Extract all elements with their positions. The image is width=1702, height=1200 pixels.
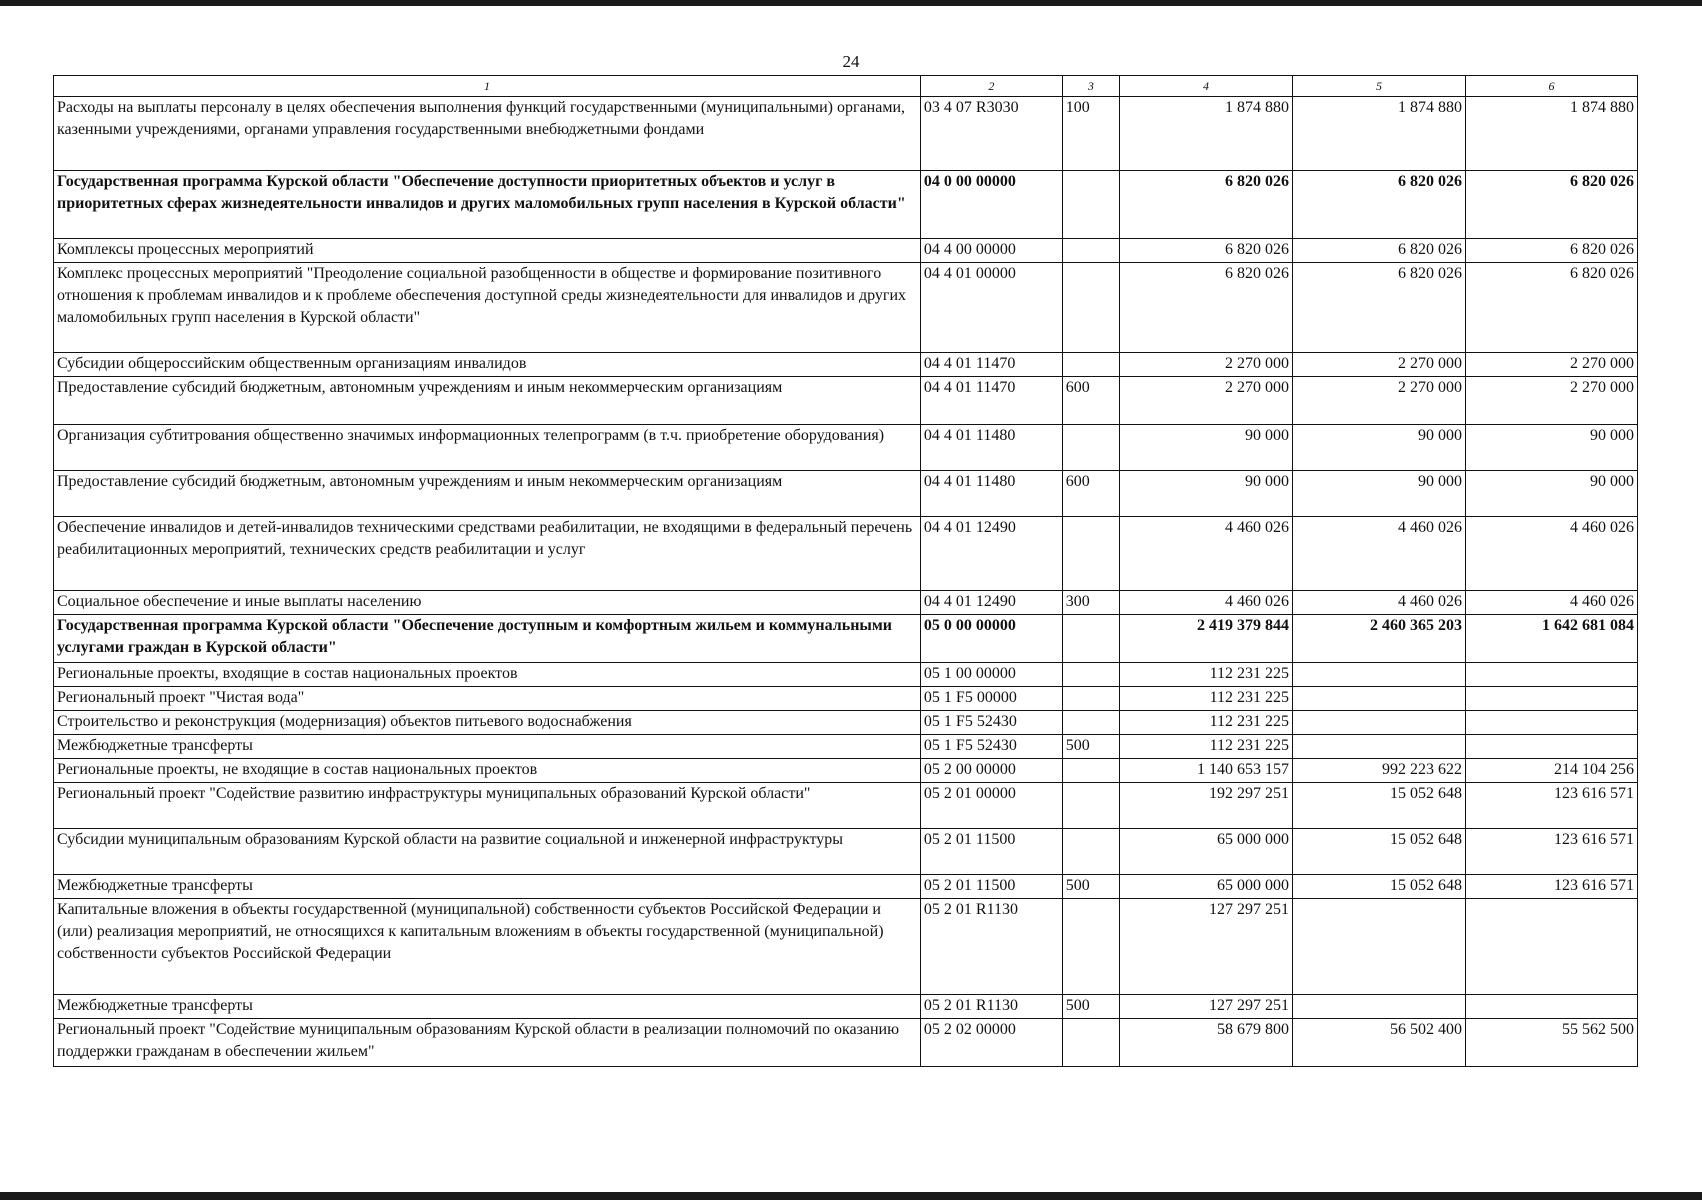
table-row: [54, 829, 1638, 875]
row-expense-type: [1062, 263, 1119, 353]
table-row: [54, 1019, 1638, 1067]
row-amount-col4: 90 000: [1120, 425, 1293, 471]
table-row: [54, 615, 1638, 663]
row-expense-type: 300: [1062, 591, 1119, 615]
row-amount-col4: 6 820 026: [1120, 239, 1293, 263]
budget-table: [53, 75, 1638, 1067]
row-amount-col6: 2 270 000: [1465, 353, 1637, 377]
row-expense-type: [1062, 663, 1119, 687]
row-expense-type: [1062, 171, 1119, 239]
table-row: [54, 517, 1638, 591]
row-expense-type: [1062, 711, 1119, 735]
row-code: 04 4 01 11480: [920, 471, 1062, 517]
row-name: Комплексы процессных мероприятий: [54, 239, 921, 263]
table-row: [54, 759, 1638, 783]
row-expense-type: [1062, 829, 1119, 875]
row-amount-col4: 127 297 251: [1120, 995, 1293, 1019]
row-amount-col6: [1465, 687, 1637, 711]
row-name: Предоставление субсидий бюджетным, автономным учреждениям и иным некоммерческим организациям: [54, 471, 921, 517]
row-amount-col6: [1465, 711, 1637, 735]
column-number-2: 2: [920, 76, 1062, 97]
row-code: 04 4 00 00000: [920, 239, 1062, 263]
row-expense-type: 500: [1062, 875, 1119, 899]
row-expense-type: 500: [1062, 735, 1119, 759]
column-number-5: 5: [1293, 76, 1466, 97]
column-number-6: 6: [1465, 76, 1637, 97]
page-number: 24: [842, 52, 860, 71]
row-amount-col5: [1293, 711, 1466, 735]
row-amount-col5: 992 223 622: [1293, 759, 1466, 783]
row-name: Субсидии общероссийским общественным организациям инвалидов: [54, 353, 921, 377]
row-amount-col4: 112 231 225: [1120, 711, 1293, 735]
row-code: 05 1 00 00000: [920, 663, 1062, 687]
row-expense-type: [1062, 425, 1119, 471]
row-amount-col4: 192 297 251: [1120, 783, 1293, 829]
row-amount-col6: 1 642 681 084: [1465, 615, 1637, 663]
row-amount-col5: 6 820 026: [1293, 263, 1466, 353]
row-amount-col5: [1293, 687, 1466, 711]
row-amount-col6: 214 104 256: [1465, 759, 1637, 783]
row-amount-col4: 127 297 251: [1120, 899, 1293, 995]
row-amount-col6: 6 820 026: [1465, 263, 1637, 353]
row-amount-col4: 2 419 379 844: [1120, 615, 1293, 663]
row-name: Организация субтитрования общественно значимых информационных телепрограмм (в т.ч. приобретение оборудования): [54, 425, 921, 471]
row-amount-col6: 6 820 026: [1465, 239, 1637, 263]
row-amount-col4: 112 231 225: [1120, 687, 1293, 711]
row-name: Региональные проекты, входящие в состав национальных проектов: [54, 663, 921, 687]
row-name: Социальное обеспечение и иные выплаты населению: [54, 591, 921, 615]
row-amount-col5: 90 000: [1293, 471, 1466, 517]
row-name: Комплекс процессных мероприятий "Преодоление социальной разобщенности в обществе и формирование позитивного отношения к проблемам инвалидов и к проблеме обеспечения доступной среды жизнедеятельности для инвалидов и других маломобильных групп населения в Курской области": [54, 263, 921, 353]
row-code: 04 4 01 12490: [920, 591, 1062, 615]
row-code: 05 2 00 00000: [920, 759, 1062, 783]
row-amount-col4: 90 000: [1120, 471, 1293, 517]
row-code: 04 4 01 11470: [920, 353, 1062, 377]
table-row: [54, 353, 1638, 377]
row-amount-col5: [1293, 663, 1466, 687]
table-row: [54, 783, 1638, 829]
table-row: [54, 735, 1638, 759]
row-code: 05 1 F5 00000: [920, 687, 1062, 711]
column-number-1: 1: [54, 76, 921, 97]
row-amount-col5: 2 270 000: [1293, 377, 1466, 425]
row-name: Обеспечение инвалидов и детей-инвалидов техническими средствами реабилитации, не входящими в федеральный перечень реабилитационных мероприятий, технических средств реабилитации и услуг: [54, 517, 921, 591]
row-code: 04 4 01 12490: [920, 517, 1062, 591]
row-amount-col6: [1465, 899, 1637, 995]
table-row: [54, 995, 1638, 1019]
row-amount-col5: 2 460 365 203: [1293, 615, 1466, 663]
row-amount-col5: [1293, 735, 1466, 759]
row-amount-col4: 4 460 026: [1120, 591, 1293, 615]
table-row: [54, 171, 1638, 239]
row-name: Межбюджетные трансферты: [54, 875, 921, 899]
row-amount-col6: 90 000: [1465, 425, 1637, 471]
row-name: Расходы на выплаты персоналу в целях обеспечения выполнения функций государственными (муниципальными) органами, казенными учреждениями, органами управления государственными внебюджетными фондами: [54, 97, 921, 171]
row-code: 05 2 01 R1130: [920, 899, 1062, 995]
row-expense-type: [1062, 615, 1119, 663]
row-amount-col5: 6 820 026: [1293, 239, 1466, 263]
row-code: 05 1 F5 52430: [920, 711, 1062, 735]
row-amount-col4: 1 874 880: [1120, 97, 1293, 171]
row-amount-col6: 123 616 571: [1465, 829, 1637, 875]
row-amount-col4: 1 140 653 157: [1120, 759, 1293, 783]
row-expense-type: [1062, 517, 1119, 591]
row-amount-col4: 2 270 000: [1120, 353, 1293, 377]
table-row: [54, 663, 1638, 687]
row-amount-col5: 4 460 026: [1293, 591, 1466, 615]
table-row: [54, 899, 1638, 995]
row-amount-col5: 4 460 026: [1293, 517, 1466, 591]
row-amount-col6: 4 460 026: [1465, 517, 1637, 591]
row-name: Межбюджетные трансферты: [54, 995, 921, 1019]
row-amount-col5: 15 052 648: [1293, 783, 1466, 829]
row-amount-col6: [1465, 735, 1637, 759]
row-amount-col5: 1 874 880: [1293, 97, 1466, 171]
row-amount-col4: 6 820 026: [1120, 263, 1293, 353]
column-number-4: 4: [1120, 76, 1293, 97]
row-expense-type: [1062, 353, 1119, 377]
row-name: Межбюджетные трансферты: [54, 735, 921, 759]
row-amount-col5: 6 820 026: [1293, 171, 1466, 239]
row-amount-col6: [1465, 995, 1637, 1019]
row-amount-col5: 15 052 648: [1293, 875, 1466, 899]
row-name: Государственная программа Курской области "Обеспечение доступности приоритетных объектов и услуг в приоритетных сферах жизнедеятельности инвалидов и других маломобильных групп населения в Курской области": [54, 171, 921, 239]
row-amount-col5: 90 000: [1293, 425, 1466, 471]
row-amount-col6: 4 460 026: [1465, 591, 1637, 615]
row-name: Строительство и реконструкция (модернизация) объектов питьевого водоснабжения: [54, 711, 921, 735]
row-amount-col5: [1293, 899, 1466, 995]
row-code: 03 4 07 R3030: [920, 97, 1062, 171]
table-body: [54, 97, 1638, 1067]
row-code: 04 4 01 11480: [920, 425, 1062, 471]
row-amount-col6: 2 270 000: [1465, 377, 1637, 425]
row-amount-col6: 123 616 571: [1465, 783, 1637, 829]
scan-edge-top: [0, 0, 1702, 6]
row-amount-col4: 65 000 000: [1120, 829, 1293, 875]
column-number-row: [54, 76, 1638, 97]
column-number-3: 3: [1062, 76, 1119, 97]
row-amount-col4: 2 270 000: [1120, 377, 1293, 425]
row-code: 04 4 01 00000: [920, 263, 1062, 353]
row-amount-col5: 15 052 648: [1293, 829, 1466, 875]
row-name: Региональный проект "Содействие муниципальным образованиям Курской области в реализации полномочий по оказанию поддержки гражданам в обеспечении жильем": [54, 1019, 921, 1067]
row-name: Региональный проект "Содействие развитию инфраструктуры муниципальных образований Курской области": [54, 783, 921, 829]
row-code: 05 0 00 00000: [920, 615, 1062, 663]
row-expense-type: [1062, 1019, 1119, 1067]
row-amount-col4: 6 820 026: [1120, 171, 1293, 239]
row-expense-type: [1062, 239, 1119, 263]
row-expense-type: [1062, 759, 1119, 783]
table-row: [54, 425, 1638, 471]
row-expense-type: 500: [1062, 995, 1119, 1019]
row-expense-type: [1062, 783, 1119, 829]
scan-edge-bottom: [0, 1192, 1702, 1200]
row-expense-type: 100: [1062, 97, 1119, 171]
row-name: Предоставление субсидий бюджетным, автономным учреждениям и иным некоммерческим организациям: [54, 377, 921, 425]
row-name: Региональный проект "Чистая вода": [54, 687, 921, 711]
row-amount-col4: 112 231 225: [1120, 663, 1293, 687]
row-amount-col4: 4 460 026: [1120, 517, 1293, 591]
table-row: [54, 591, 1638, 615]
row-amount-col5: [1293, 995, 1466, 1019]
table-row: [54, 239, 1638, 263]
row-amount-col6: [1465, 663, 1637, 687]
row-code: 04 0 00 00000: [920, 171, 1062, 239]
row-code: 05 2 01 11500: [920, 875, 1062, 899]
table-row: [54, 97, 1638, 171]
table-row: [54, 711, 1638, 735]
table-row: [54, 471, 1638, 517]
row-name: Капитальные вложения в объекты государственной (муниципальной) собственности субъектов Российской Федерации и (или) реализация мероприятий, не относящихся к капитальным вложениям в объекты государственной (муниципальной) собственности субъектов Российской Федерации: [54, 899, 921, 995]
row-expense-type: [1062, 687, 1119, 711]
row-code: 05 2 02 00000: [920, 1019, 1062, 1067]
row-code: 04 4 01 11470: [920, 377, 1062, 425]
table-row: [54, 377, 1638, 425]
row-amount-col6: 1 874 880: [1465, 97, 1637, 171]
row-amount-col6: 55 562 500: [1465, 1019, 1637, 1067]
row-name: Государственная программа Курской области "Обеспечение доступным и комфортным жильем и коммунальными услугами граждан в Курской области": [54, 615, 921, 663]
row-amount-col4: 112 231 225: [1120, 735, 1293, 759]
row-expense-type: 600: [1062, 377, 1119, 425]
row-amount-col4: 65 000 000: [1120, 875, 1293, 899]
row-expense-type: [1062, 899, 1119, 995]
row-amount-col5: 56 502 400: [1293, 1019, 1466, 1067]
row-amount-col5: 2 270 000: [1293, 353, 1466, 377]
row-code: 05 2 01 11500: [920, 829, 1062, 875]
row-code: 05 1 F5 52430: [920, 735, 1062, 759]
row-amount-col6: 123 616 571: [1465, 875, 1637, 899]
row-name: Субсидии муниципальным образованиям Курской области на развитие социальной и инженерной инфраструктуры: [54, 829, 921, 875]
row-code: 05 2 01 R1130: [920, 995, 1062, 1019]
table-row: [54, 263, 1638, 353]
table-row: [54, 875, 1638, 899]
row-code: 05 2 01 00000: [920, 783, 1062, 829]
row-name: Региональные проекты, не входящие в состав национальных проектов: [54, 759, 921, 783]
row-amount-col4: 58 679 800: [1120, 1019, 1293, 1067]
table-row: [54, 687, 1638, 711]
row-expense-type: 600: [1062, 471, 1119, 517]
row-amount-col6: 90 000: [1465, 471, 1637, 517]
row-amount-col6: 6 820 026: [1465, 171, 1637, 239]
